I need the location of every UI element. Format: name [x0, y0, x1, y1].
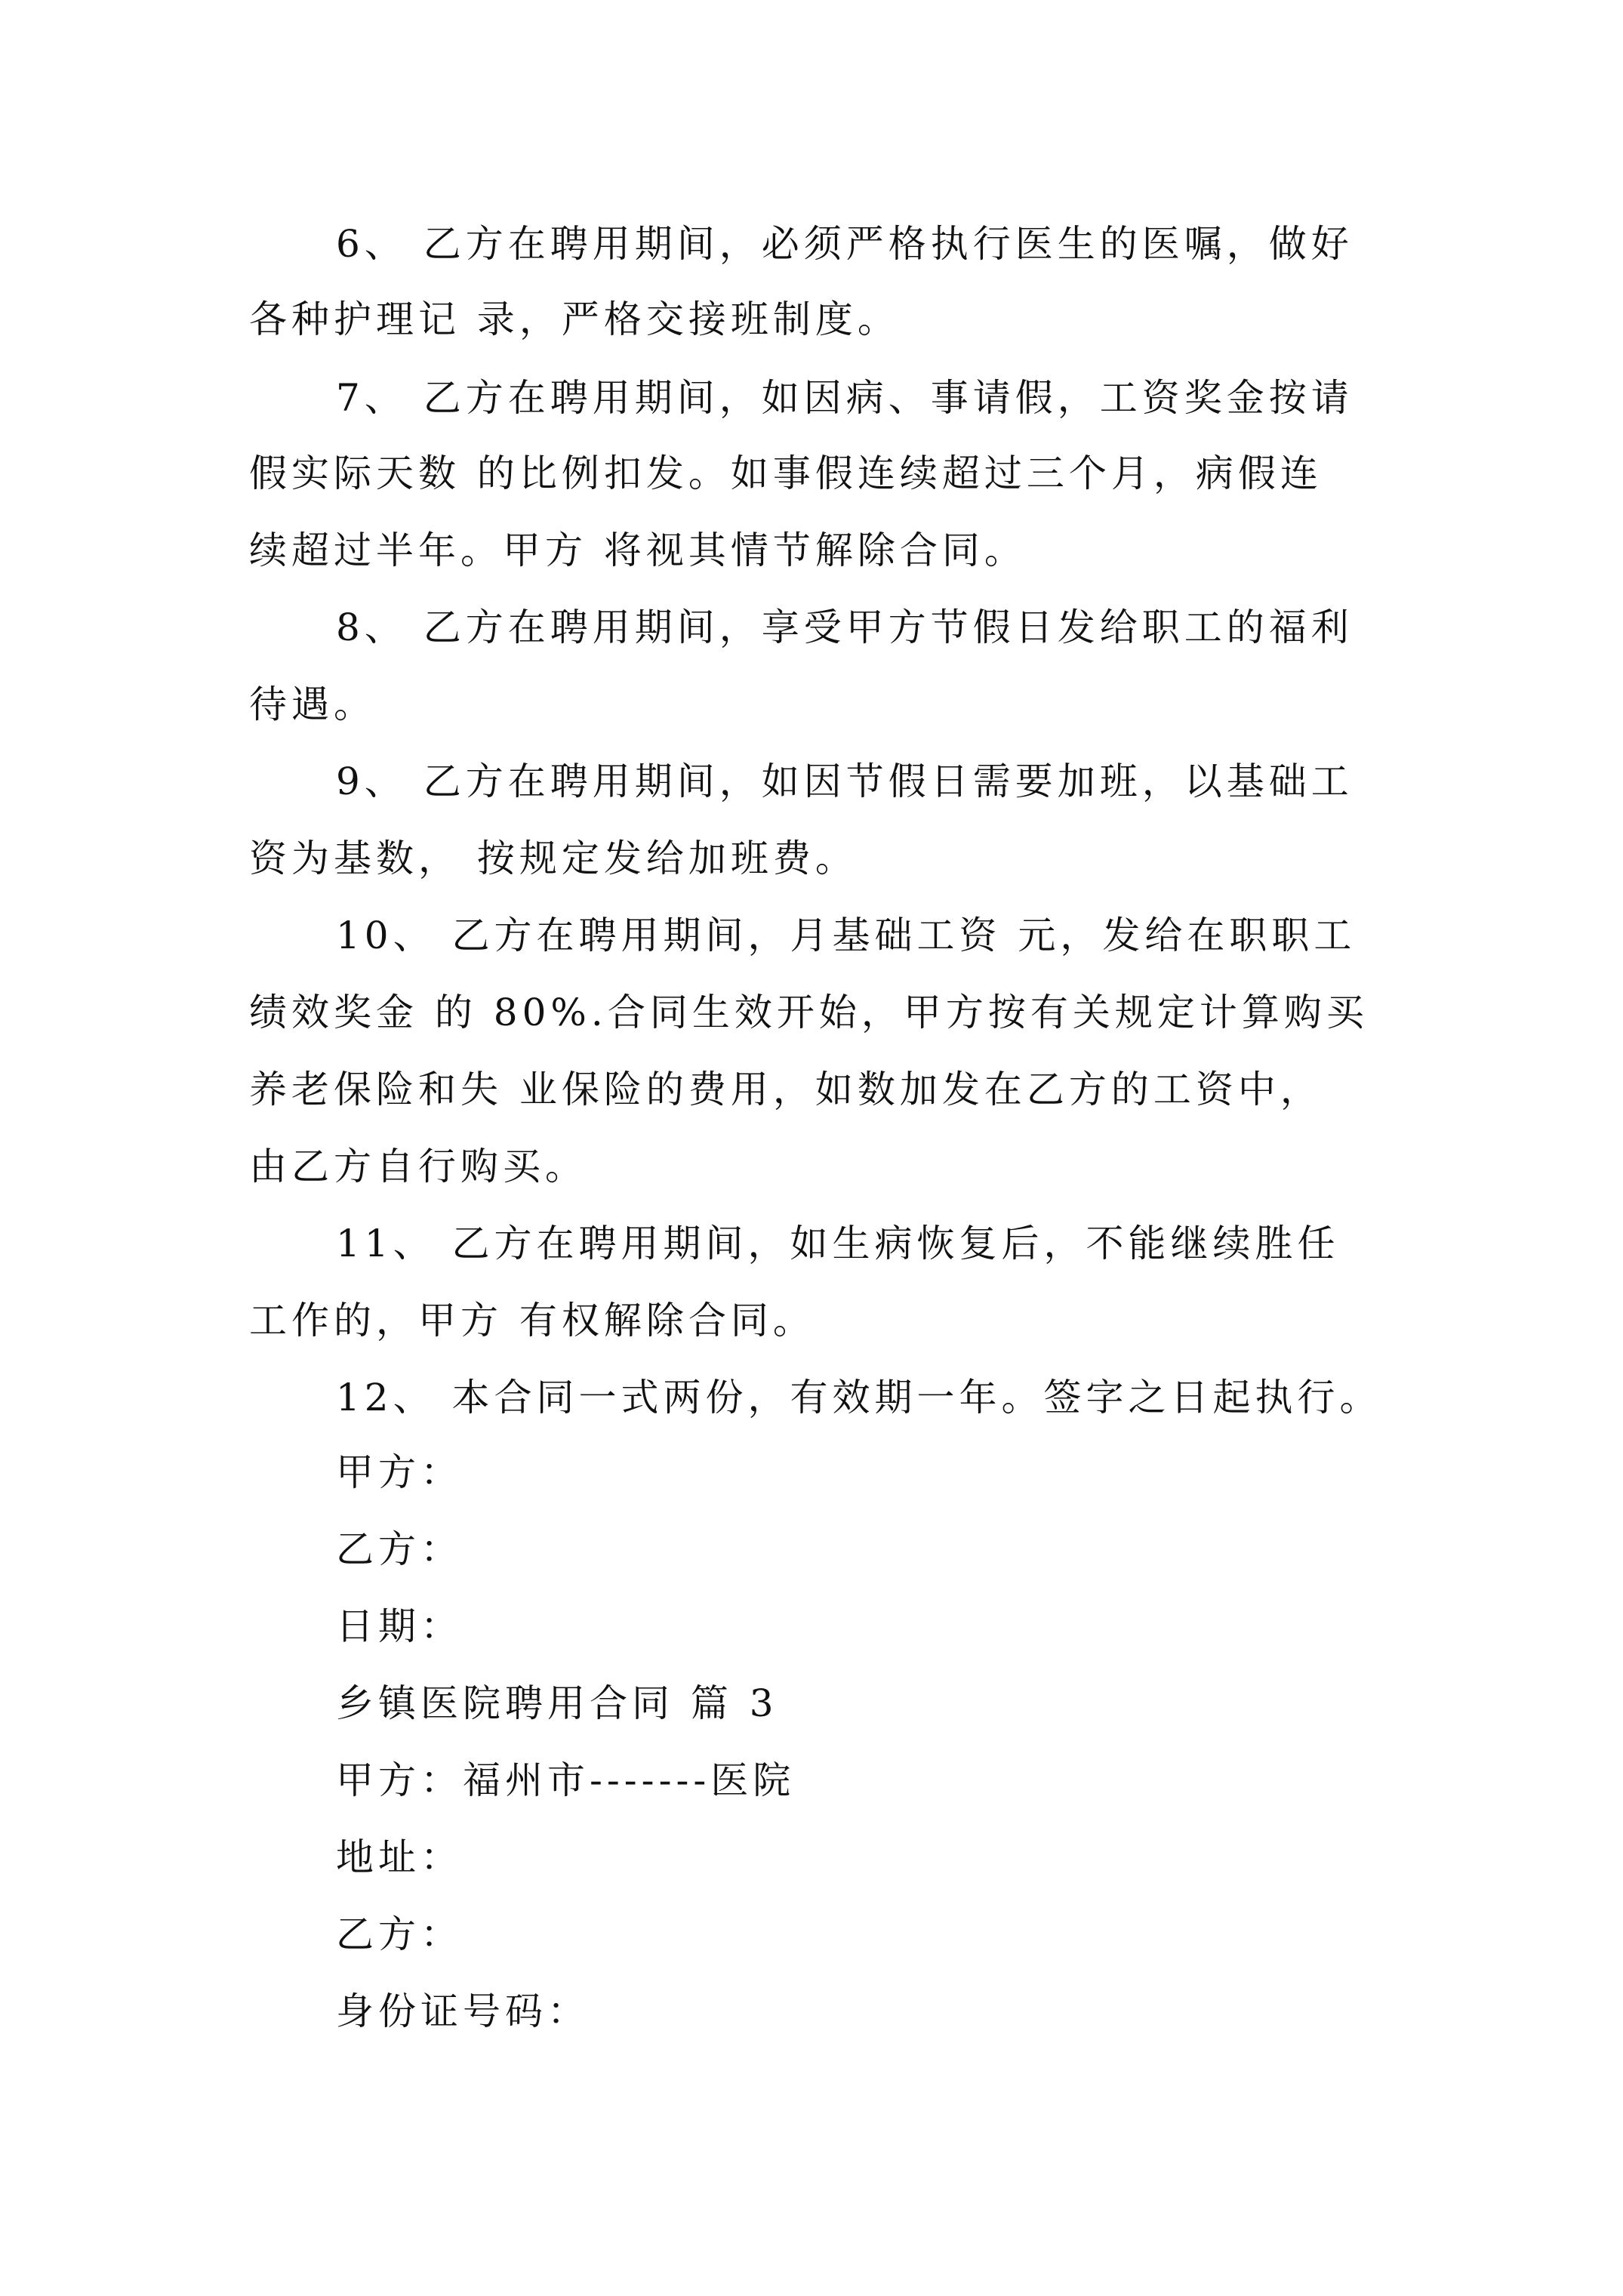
- clause-7-line-2: 假实际天数 的比例扣发。如事假连续超过三个月，病假连: [249, 451, 1323, 495]
- section-3-id-number: 身份证号码：: [336, 1989, 590, 2033]
- clause-10-line-1: 10、 乙方在聘用期间，月基础工资 元，发给在职职工: [336, 914, 1357, 957]
- clause-9-line-2: 资为基数， 按规定发给加班费。: [249, 837, 858, 880]
- signature-party-a: 甲方：: [336, 1450, 463, 1494]
- clause-8-line-1: 8、 乙方在聘用期间，享受甲方节假日发给职工的福利: [336, 606, 1354, 649]
- clause-7-line-1: 7、 乙方在聘用期间，如因病、事请假，工资奖金按请: [336, 376, 1354, 420]
- clause-7-line-3: 续超过半年。甲方 将视其情节解除合同。: [249, 529, 1027, 572]
- clause-11-line-2: 工作的，甲方 有权解除合同。: [249, 1299, 815, 1342]
- clause-9-line-1: 9、 乙方在聘用期间，如因节假日需要加班，以基础工: [336, 760, 1354, 803]
- clause-10-line-3: 养老保险和失 业保险的费用，如数加发在乙方的工资中，: [249, 1068, 1323, 1111]
- clause-6-line-1: 6、 乙方在聘用期间，必须严格执行医生的医嘱，做好: [336, 222, 1354, 266]
- section-3-party-a: 甲方：福州市-------医院: [336, 1758, 796, 1802]
- clause-8-line-2: 待遇。: [249, 683, 376, 726]
- clause-10-line-2: 绩效奖金 的 80%.合同生效开始，甲方按有关规定计算购买: [249, 991, 1369, 1034]
- section-3-party-b: 乙方：: [336, 1912, 463, 1956]
- signature-party-b: 乙方：: [336, 1527, 463, 1571]
- clause-6-line-2: 各种护理记 录，严格交接班制度。: [249, 297, 900, 341]
- signature-date: 日期：: [336, 1604, 463, 1648]
- clause-10-line-4: 由乙方自行购买。: [249, 1145, 587, 1188]
- section-3-title: 乡镇医院聘用合同 篇 3: [336, 1681, 778, 1725]
- clause-11-line-1: 11、 乙方在聘用期间，如生病恢复后，不能继续胜任: [336, 1222, 1340, 1265]
- section-3-address: 地址：: [336, 1835, 463, 1879]
- clause-12-line-1: 12、 本合同一式两份，有效期一年。签字之日起执行。: [336, 1376, 1382, 1419]
